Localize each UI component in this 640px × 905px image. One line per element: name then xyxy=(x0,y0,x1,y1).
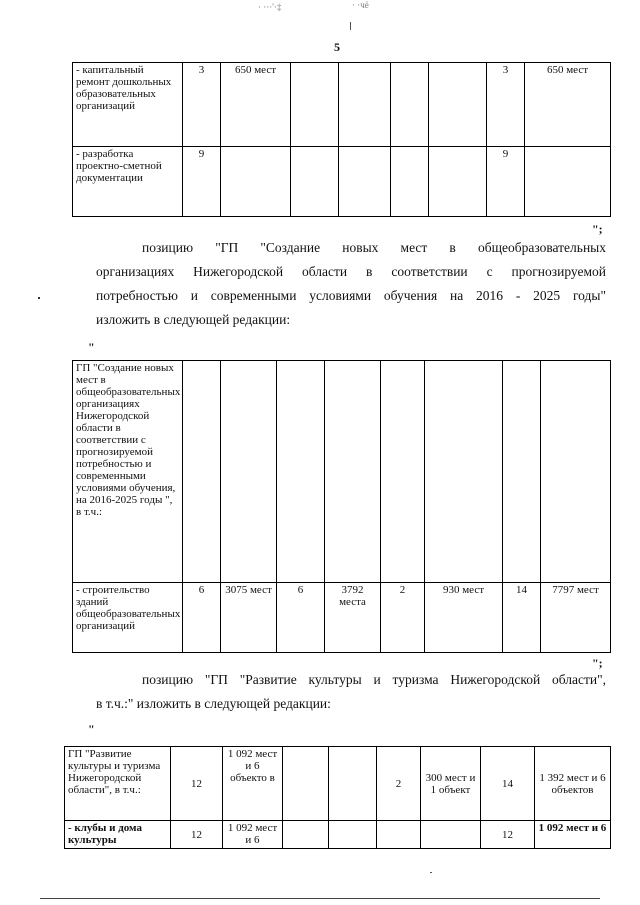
table-cell: 300 мест и 1 объект xyxy=(421,747,481,821)
table-cell xyxy=(429,63,487,147)
scan-mark-left: · ···'·‡ xyxy=(258,2,282,12)
table-cell xyxy=(425,361,503,583)
table-cell: 1 092 мест и 6 xyxy=(223,821,283,849)
table-cell xyxy=(391,147,429,217)
table-cell xyxy=(283,821,329,849)
opening-quote: " xyxy=(88,722,95,736)
table-row xyxy=(73,361,611,583)
table-cell: 930 мест xyxy=(425,583,503,653)
table-cell xyxy=(503,361,541,583)
table-cell: 3 xyxy=(487,63,525,147)
table-cell xyxy=(183,361,221,583)
table-cell xyxy=(291,63,339,147)
table-cell: 650 мест xyxy=(221,63,291,147)
table-cell: 12 xyxy=(481,821,535,849)
paragraph-line: потребностью и современными условиями обучения на 2016 - 2025 годы" xyxy=(96,288,606,303)
row-label: - строительство зданий общеобразовательных организаций xyxy=(73,583,183,653)
table-cell xyxy=(291,147,339,217)
scan-speck xyxy=(430,872,432,873)
paragraph-line: изложить в следующей редакции: xyxy=(96,312,291,327)
table-cell: 1 392 мест и 6 объектов xyxy=(535,747,611,821)
table-cell xyxy=(283,747,329,821)
table-cell: 2 xyxy=(377,747,421,821)
table-cell xyxy=(221,147,291,217)
table-cell: 9 xyxy=(183,147,221,217)
scan-speck xyxy=(350,22,351,30)
table-1 xyxy=(72,62,611,217)
table-cell xyxy=(329,821,377,849)
table-cell xyxy=(377,821,421,849)
table-cell: 6 xyxy=(277,583,325,653)
table-cell: 3 xyxy=(183,63,221,147)
table-cell: 14 xyxy=(481,747,535,821)
table-cell xyxy=(221,361,277,583)
table-cell xyxy=(429,147,487,217)
table-cell xyxy=(329,747,377,821)
table-cell xyxy=(339,63,391,147)
paragraph-line: организациях Нижегородской области в соответствии с прогнозируемой xyxy=(96,264,606,279)
table-cell: 1 092 мест и 6 xyxy=(535,821,611,849)
table-cell xyxy=(421,821,481,849)
paragraph-line: в т.ч.:" изложить в следующей редакции: xyxy=(96,696,331,711)
paragraph-2 xyxy=(96,668,606,716)
row-label: - клубы и дома культуры xyxy=(65,821,171,849)
table-cell xyxy=(541,361,611,583)
table-cell: 2 xyxy=(381,583,425,653)
row-label: ГП "Создание новых мест в общеобразовательных организациях Нижегородской области в соответствии с прогнозируемой потребностью и современными условиями обучения, на 2016-2025 годы ", в т.ч.: xyxy=(73,361,183,583)
scan-mark-right: · ·чё xyxy=(352,0,369,10)
table-cell: 650 мест xyxy=(525,63,611,147)
table-cell: 12 xyxy=(171,747,223,821)
table-cell xyxy=(277,361,325,583)
table-row xyxy=(65,747,611,821)
table-cell: 7797 мест xyxy=(541,583,611,653)
closing-quote: "; xyxy=(592,656,603,670)
table-row xyxy=(73,147,611,217)
table-cell xyxy=(381,361,425,583)
scan-speck xyxy=(38,297,40,299)
table-cell: 6 xyxy=(183,583,221,653)
table-row xyxy=(65,821,611,849)
table-row xyxy=(73,583,611,653)
table-cell: 3075 мест xyxy=(221,583,277,653)
page-number: 5 xyxy=(334,40,340,54)
table-cell xyxy=(339,147,391,217)
scan-edge-line xyxy=(40,898,600,899)
closing-quote: "; xyxy=(592,222,603,236)
table-cell: 3792 места xyxy=(325,583,381,653)
row-label: - разработка проектно-сметной документации xyxy=(73,147,183,217)
table-cell xyxy=(525,147,611,217)
row-label: - капитальный ремонт дошкольных образовательных организаций xyxy=(73,63,183,147)
table-cell: 1 092 мест и 6 объекто в xyxy=(223,747,283,821)
paragraph-line: позицию "ГП "Развитие культуры и туризма Нижегородской области", xyxy=(142,672,606,687)
paragraph-line: позицию "ГП "Создание новых мест в общеобразовательных xyxy=(142,240,606,255)
table-cell: 12 xyxy=(171,821,223,849)
table-cell: 9 xyxy=(487,147,525,217)
table-cell xyxy=(325,361,381,583)
table-cell: 14 xyxy=(503,583,541,653)
opening-quote: " xyxy=(88,340,95,354)
paragraph-1 xyxy=(96,236,606,332)
row-label: ГП "Развитие культуры и туризма Нижегородской области", в т.ч.: xyxy=(65,747,171,821)
table-2 xyxy=(72,360,611,653)
table-row xyxy=(73,63,611,147)
table-3 xyxy=(64,746,611,849)
table-cell xyxy=(391,63,429,147)
